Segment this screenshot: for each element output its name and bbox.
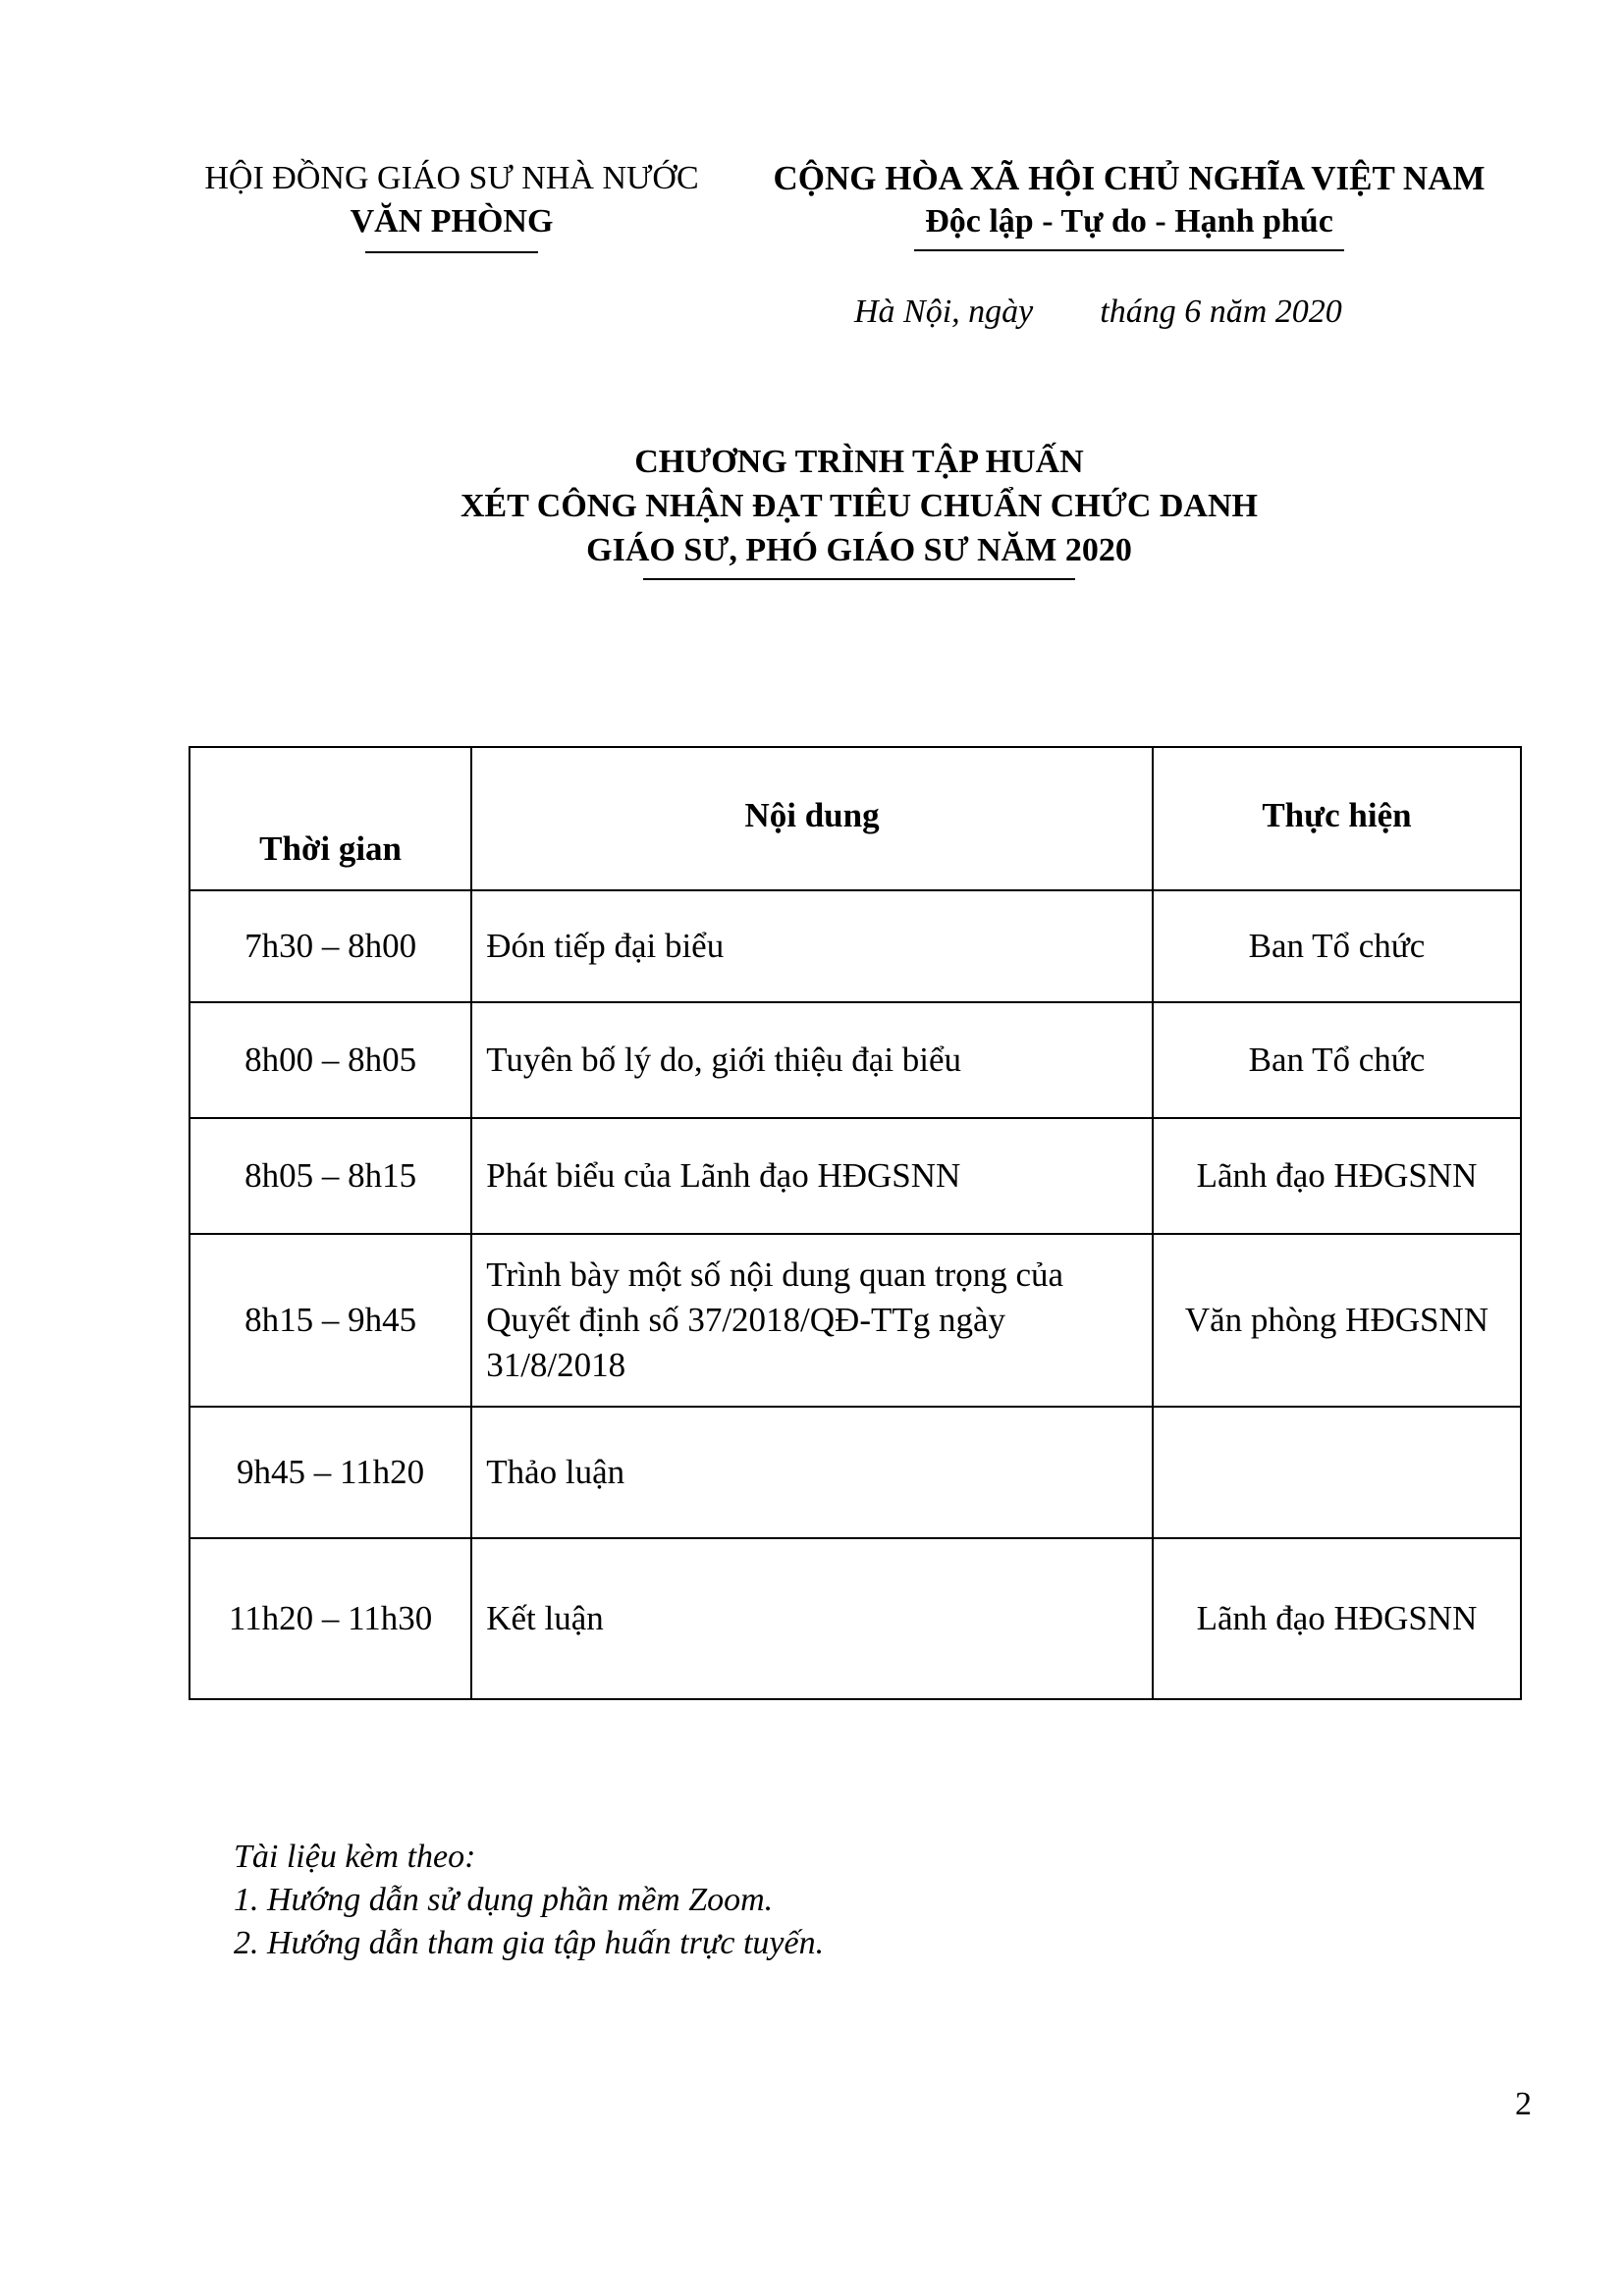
row-time: 11h20 – 11h30 <box>189 1538 471 1699</box>
schedule-table <box>189 746 1522 1700</box>
document-title <box>196 440 1522 580</box>
row-responsible: Ban Tổ chức <box>1153 1002 1521 1118</box>
header-content: Nội dung <box>471 747 1153 890</box>
table-row <box>189 890 1521 1002</box>
row-content: Trình bày một số nội dung quan trọng của Quyết định số 37/2018/QĐ-TTg ngày 31/8/2018 <box>471 1234 1153 1407</box>
attachments-heading: Tài liệu kèm theo: <box>234 1839 476 1875</box>
title-underline <box>643 578 1075 580</box>
national-motto: Độc lập - Tự do - Hạnh phúc <box>925 203 1333 240</box>
header-responsible: Thực hiện <box>1153 747 1521 890</box>
row-content: Thảo luận <box>471 1407 1153 1538</box>
table-row <box>189 1407 1521 1538</box>
issuing-organization: HỘI ĐỒNG GIÁO SƯ NHÀ NƯỚC <box>204 160 699 196</box>
row-responsible <box>1153 1407 1521 1538</box>
national-heading-block <box>727 157 1532 251</box>
row-time: 8h05 – 8h15 <box>189 1118 471 1234</box>
table-row <box>189 1002 1521 1118</box>
title-line-1: CHƯƠNG TRÌNH TẬP HUẤN <box>634 444 1084 480</box>
attachment-item: 2. Hướng dẫn tham gia tập huấn trực tuyến. <box>234 1925 825 1961</box>
table-row <box>189 1234 1521 1407</box>
issuing-authority-block <box>196 157 707 253</box>
title-line-3: GIÁO SƯ, PHÓ GIÁO SƯ NĂM 2020 <box>586 532 1132 568</box>
header-time: Thời gian <box>189 747 471 890</box>
issuing-office: VĂN PHÒNG <box>350 203 554 240</box>
row-content: Kết luận <box>471 1538 1153 1699</box>
row-responsible: Văn phòng HĐGSNN <box>1153 1234 1521 1407</box>
national-title: CỘNG HÒA XÃ HỘI CHỦ NGHĨA VIỆT NAM <box>773 159 1486 197</box>
attachments-block <box>234 1836 1412 1965</box>
table-row <box>189 1538 1521 1699</box>
row-content: Đón tiếp đại biểu <box>471 890 1153 1002</box>
row-responsible: Lãnh đạo HĐGSNN <box>1153 1118 1521 1234</box>
attachment-item: 1. Hướng dẫn sử dụng phần mềm Zoom. <box>234 1882 774 1918</box>
row-time: 8h00 – 8h05 <box>189 1002 471 1118</box>
row-content: Phát biểu của Lãnh đạo HĐGSNN <box>471 1118 1153 1234</box>
row-time: 9h45 – 11h20 <box>189 1407 471 1538</box>
row-time: 7h30 – 8h00 <box>189 890 471 1002</box>
document-date: Hà Nội, ngày tháng 6 năm 2020 <box>854 294 1342 330</box>
row-content: Tuyên bố lý do, giới thiệu đại biểu <box>471 1002 1153 1118</box>
row-responsible: Ban Tổ chức <box>1153 890 1521 1002</box>
office-underline <box>365 251 538 253</box>
title-line-2: XÉT CÔNG NHẬN ĐẠT TIÊU CHUẨN CHỨC DANH <box>460 488 1258 524</box>
motto-underline <box>914 249 1344 251</box>
table-row <box>189 1118 1521 1234</box>
row-time: 8h15 – 9h45 <box>189 1234 471 1407</box>
table-header-row <box>189 747 1521 890</box>
row-responsible: Lãnh đạo HĐGSNN <box>1153 1538 1521 1699</box>
page-number: 2 <box>1515 2086 1532 2122</box>
